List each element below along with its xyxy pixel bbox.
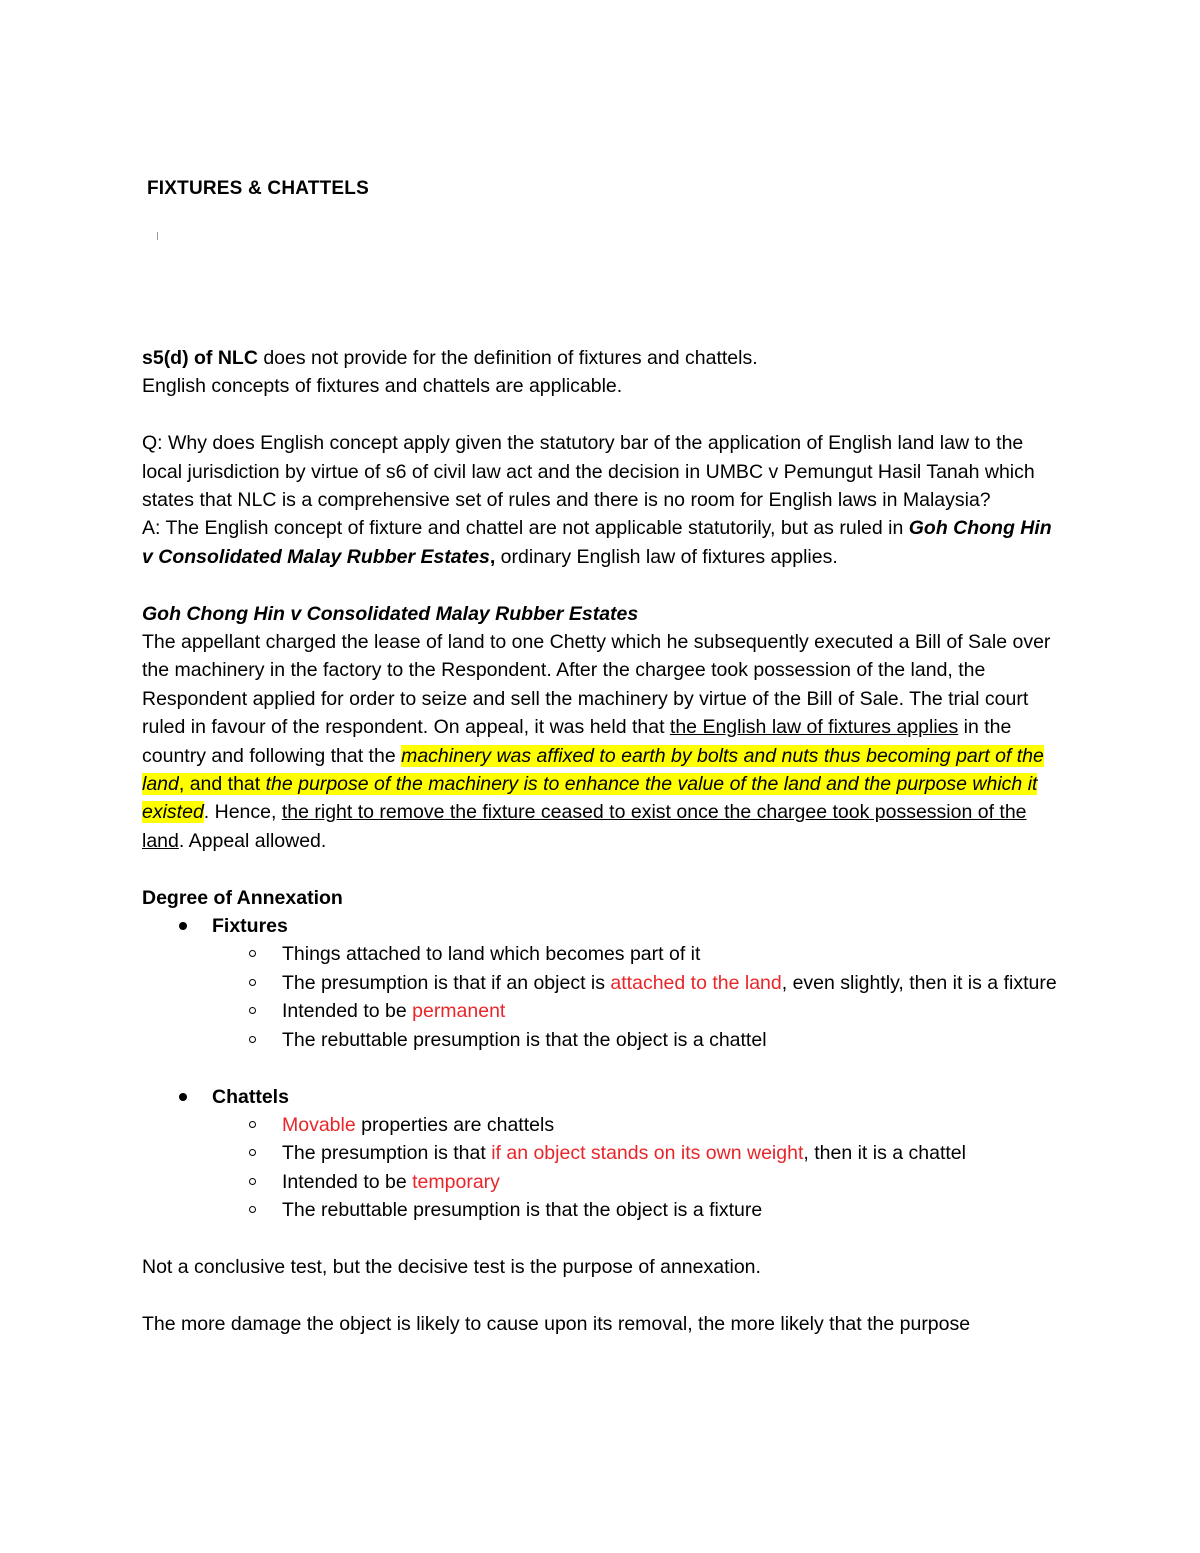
case-highlight-2: , and that (178, 773, 266, 796)
fixtures-sublist (212, 940, 1067, 1054)
chattels-item-3-pre: Intended to be (282, 1170, 413, 1193)
case-holding-underlined-2: the right to remove the fixture ceased to exist once the chargee took possession of the land (142, 801, 1027, 852)
document-body (142, 344, 1067, 1338)
fixtures-item-2 (212, 969, 1067, 997)
case-highlight-1: machinery was affixed to earth by bolts and nuts thus becoming part of the land (142, 744, 1044, 796)
spacer (142, 1054, 1067, 1082)
case-text-2: in the country and following that the (142, 716, 1012, 767)
chattels-item-2-emphasis: if an object stands on its own weight (491, 1142, 804, 1165)
fixtures-item-4: The rebuttable presumption is that the object is a chattel (282, 1028, 767, 1051)
stray-mark (157, 232, 158, 240)
chattels-item-3 (212, 1168, 1067, 1196)
fixtures-label: Fixtures (212, 915, 288, 938)
fixtures-item-3-emphasis: permanent (412, 1000, 506, 1023)
list-item (142, 940, 1067, 968)
conclusion-paragraph-1: Not a conclusive test, but the decisive test is the purpose of annexation. (142, 1255, 761, 1278)
answer-paragraph (142, 514, 1067, 571)
list-item (142, 1196, 1067, 1224)
bullet-disc-icon (179, 1093, 187, 1101)
spacer (142, 855, 1067, 883)
fixtures-item-2-pre: The presumption is that if an object is (282, 971, 611, 994)
intro-line-1-text: does not provide for the definition of fixtures and chattels. (257, 347, 758, 369)
answer-case-name: Goh Chong Hin v Consolidated Malay Rubber Estates (142, 517, 1052, 568)
chattels-item-1 (212, 1111, 1067, 1139)
fixtures-list (142, 912, 1067, 1054)
intro-line-2: English concepts of fixtures and chattels are applicable. (142, 375, 623, 398)
chattels-item-3-emphasis: temporary (412, 1170, 500, 1193)
case-summary (142, 628, 1067, 855)
spacer (142, 571, 1067, 599)
list-item (142, 969, 1067, 997)
bullet-circle-icon (249, 979, 256, 986)
intro-line-1 (142, 344, 1067, 372)
case-highlight-3: the purpose of the machinery is to enhance the value of the land and the purpose which it existed (142, 773, 1038, 824)
list-item (142, 1083, 1067, 1225)
chattels-item-4: The rebuttable presumption is that the object is a fixture (282, 1199, 763, 1222)
fixtures-item-3 (212, 997, 1067, 1025)
list-item (142, 1168, 1067, 1196)
question-paragraph: Q: Why does English concept apply given the statutory bar of the application of English land law to the local jurisdiction by virtue of s6 of civil law act and the decision in UMBC v Pemungut Hasil Tanah which states that NLC is a comprehensive set of rules and there is no room for English laws in Malaysia? (142, 432, 1035, 512)
case-text-1: The appellant charged the lease of land to one Chetty which he subsequently executed a Bill of Sale over the machinery in the factory to the Respondent. After the chargee took possession of the land, the Respondent applied for order to seize and sell the machinery by virtue of the Bill of Sale. The trial court ruled in favour of the respondent. On appeal, it was held that (142, 631, 1051, 739)
chattels-item-2 (212, 1139, 1067, 1167)
bullet-circle-icon (249, 1178, 256, 1185)
case-text-4: . Appeal allowed. (178, 829, 327, 852)
fixtures-item-2-post: , even slightly, then it is a fixture (781, 971, 1057, 994)
chattels-label: Chattels (212, 1085, 289, 1108)
chattels-sublist (212, 1111, 1067, 1225)
annexation-heading: Degree of Annexation (142, 886, 343, 909)
case-holding-underlined-1: the English law of fixtures applies (669, 716, 959, 739)
list-item (142, 1026, 1067, 1054)
spacer (142, 1225, 1067, 1253)
answer-text-post: ordinary English law of fixtures applies. (495, 545, 838, 568)
answer-text-pre: A: The English concept of fixture and chattel are not applicable statutorily, but as ruled in (142, 517, 909, 540)
spacer (142, 1281, 1067, 1309)
chattels-item-1-emphasis: Movable (282, 1113, 356, 1136)
answer-comma: , (489, 545, 496, 568)
chattels-item-2-pre: The presumption is that (282, 1142, 492, 1165)
fixtures-item-1: Things attached to land which becomes part of it (282, 943, 701, 966)
conclusion-paragraph-2: The more damage the object is likely to cause upon its removal, the more likely that the purpose (142, 1312, 971, 1335)
bullet-circle-icon (249, 1121, 256, 1128)
document-title: FIXTURES & CHATTELS (147, 178, 369, 199)
fixtures-item-3-pre: Intended to be (282, 1000, 413, 1023)
list-item (142, 912, 1067, 1054)
case-text-3: . Hence, (203, 801, 282, 824)
list-item (142, 1111, 1067, 1139)
fixtures-item-2-emphasis: attached to the land (610, 971, 782, 994)
bullet-circle-icon (249, 1036, 256, 1043)
case-heading: Goh Chong Hin v Consolidated Malay Rubber Estates (142, 602, 639, 625)
spacer (142, 401, 1067, 429)
list-item (142, 1139, 1067, 1167)
chattels-item-2-post: , then it is a chattel (803, 1142, 966, 1165)
chattels-item-1-post: properties are chattels (355, 1113, 555, 1136)
chattels-list (142, 1083, 1067, 1225)
statute-reference: s5(d) of NLC (142, 347, 258, 369)
list-item (142, 997, 1067, 1025)
bullet-disc-icon (179, 922, 187, 930)
